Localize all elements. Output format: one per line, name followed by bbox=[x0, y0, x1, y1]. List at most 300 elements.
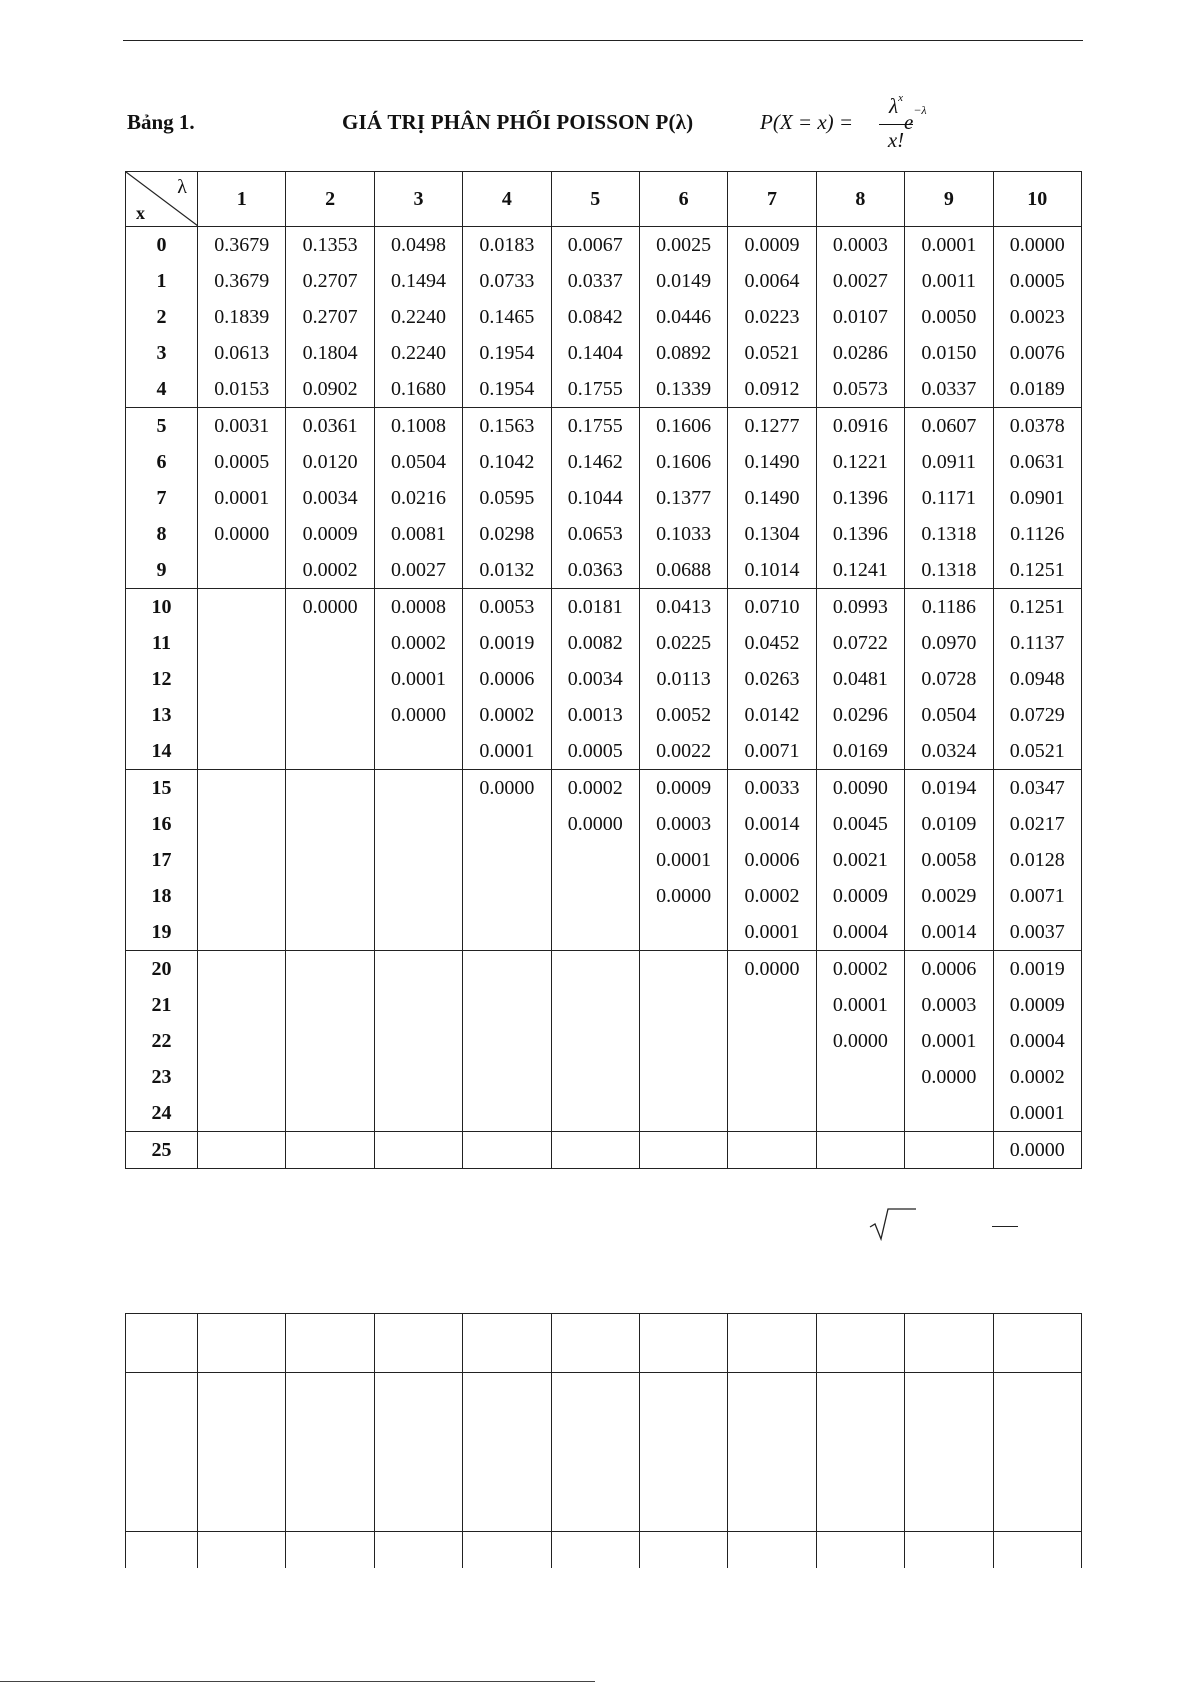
probability-cell: 0.1954 bbox=[463, 371, 551, 408]
probability-cell: 0.2240 bbox=[374, 299, 462, 335]
table-row bbox=[126, 227, 1082, 264]
grid-cell bbox=[993, 1373, 1081, 1532]
probability-cell: 0.0071 bbox=[993, 878, 1081, 914]
probability-cell: 0.1221 bbox=[816, 444, 904, 480]
probability-cell: 0.0052 bbox=[639, 697, 727, 733]
grid-cell bbox=[728, 1532, 816, 1569]
grid-cell bbox=[286, 1373, 374, 1532]
probability-cell: 0.0071 bbox=[728, 733, 816, 770]
grid-cell bbox=[374, 1314, 462, 1373]
table-row bbox=[126, 806, 1082, 842]
probability-cell: 0.1008 bbox=[374, 408, 462, 445]
x-value-cell: 18 bbox=[126, 878, 198, 914]
probability-cell bbox=[374, 806, 462, 842]
x-value-cell: 11 bbox=[126, 625, 198, 661]
probability-cell: 0.1137 bbox=[993, 625, 1081, 661]
grid-cell bbox=[639, 1532, 727, 1569]
probability-cell: 0.0217 bbox=[993, 806, 1081, 842]
probability-cell bbox=[639, 914, 727, 951]
probability-cell: 0.0009 bbox=[993, 987, 1081, 1023]
probability-cell: 0.1404 bbox=[551, 335, 639, 371]
probability-cell: 0.0296 bbox=[816, 697, 904, 733]
probability-cell: 0.0053 bbox=[463, 589, 551, 626]
probability-cell: 0.0298 bbox=[463, 516, 551, 552]
probability-cell: 0.0150 bbox=[905, 335, 993, 371]
corner-lambda: λ bbox=[177, 176, 187, 198]
probability-cell bbox=[463, 806, 551, 842]
probability-cell: 0.1462 bbox=[551, 444, 639, 480]
probability-cell: 0.0000 bbox=[728, 951, 816, 988]
probability-cell: 0.0733 bbox=[463, 263, 551, 299]
probability-cell: 0.0006 bbox=[463, 661, 551, 697]
probability-cell: 0.0002 bbox=[993, 1059, 1081, 1095]
probability-cell: 0.1804 bbox=[286, 335, 374, 371]
probability-cell bbox=[286, 1023, 374, 1059]
probability-cell: 0.0082 bbox=[551, 625, 639, 661]
probability-cell: 0.0003 bbox=[639, 806, 727, 842]
probability-cell bbox=[198, 625, 286, 661]
probability-cell: 0.0014 bbox=[905, 914, 993, 951]
x-value-cell: 4 bbox=[126, 371, 198, 408]
probability-cell bbox=[639, 987, 727, 1023]
probability-cell: 0.0169 bbox=[816, 733, 904, 770]
probability-cell: 0.0000 bbox=[816, 1023, 904, 1059]
probability-cell: 0.2707 bbox=[286, 263, 374, 299]
probability-cell bbox=[551, 1023, 639, 1059]
x-value-cell: 24 bbox=[126, 1095, 198, 1132]
probability-cell bbox=[286, 1095, 374, 1132]
probability-cell: 0.0014 bbox=[728, 806, 816, 842]
grid-cell bbox=[286, 1532, 374, 1569]
probability-cell: 0.1042 bbox=[463, 444, 551, 480]
probability-cell: 0.1304 bbox=[728, 516, 816, 552]
probability-cell: 0.1563 bbox=[463, 408, 551, 445]
probability-cell: 0.0521 bbox=[993, 733, 1081, 770]
probability-cell: 0.0109 bbox=[905, 806, 993, 842]
table-row bbox=[126, 444, 1082, 480]
probability-cell: 0.0000 bbox=[639, 878, 727, 914]
probability-cell: 0.0498 bbox=[374, 227, 462, 264]
probability-cell bbox=[551, 914, 639, 951]
table-row bbox=[126, 625, 1082, 661]
grid-row bbox=[126, 1532, 1082, 1569]
probability-cell: 0.0025 bbox=[639, 227, 727, 264]
probability-cell bbox=[286, 697, 374, 733]
probability-cell: 0.0023 bbox=[993, 299, 1081, 335]
probability-cell bbox=[463, 987, 551, 1023]
x-value-cell: 1 bbox=[126, 263, 198, 299]
probability-cell: 0.0631 bbox=[993, 444, 1081, 480]
probability-cell: 0.0031 bbox=[198, 408, 286, 445]
probability-cell bbox=[374, 914, 462, 951]
grid-cell bbox=[126, 1532, 198, 1569]
probability-cell bbox=[463, 1095, 551, 1132]
probability-cell: 0.0993 bbox=[816, 589, 904, 626]
grid-cell bbox=[198, 1373, 286, 1532]
probability-cell: 0.0120 bbox=[286, 444, 374, 480]
probability-cell: 0.0000 bbox=[374, 697, 462, 733]
probability-cell: 0.0613 bbox=[198, 335, 286, 371]
probability-cell: 0.0413 bbox=[639, 589, 727, 626]
grid-cell bbox=[993, 1532, 1081, 1569]
probability-cell bbox=[816, 1095, 904, 1132]
probability-cell: 0.0000 bbox=[463, 770, 551, 807]
grid-cell bbox=[816, 1532, 904, 1569]
probability-cell bbox=[551, 987, 639, 1023]
lambda-header-cell: 3 bbox=[374, 172, 462, 227]
probability-cell bbox=[463, 951, 551, 988]
probability-cell: 0.0004 bbox=[993, 1023, 1081, 1059]
probability-cell: 0.0970 bbox=[905, 625, 993, 661]
probability-cell: 0.0729 bbox=[993, 697, 1081, 733]
probability-cell bbox=[286, 987, 374, 1023]
corner-x: x bbox=[136, 203, 145, 223]
probability-cell: 0.0008 bbox=[374, 589, 462, 626]
probability-cell: 0.1606 bbox=[639, 444, 727, 480]
probability-cell: 0.0216 bbox=[374, 480, 462, 516]
probability-cell bbox=[639, 1095, 727, 1132]
probability-cell: 0.0902 bbox=[286, 371, 374, 408]
probability-cell: 0.0337 bbox=[551, 263, 639, 299]
probability-cell: 0.0000 bbox=[993, 227, 1081, 264]
probability-cell bbox=[639, 1132, 727, 1169]
probability-cell bbox=[551, 878, 639, 914]
probability-cell bbox=[198, 951, 286, 988]
probability-cell: 0.1318 bbox=[905, 552, 993, 589]
formula-exponential: $e^{-\lambda}$ bbox=[904, 103, 927, 134]
probability-cell: 0.1755 bbox=[551, 408, 639, 445]
probability-cell: 0.0002 bbox=[816, 951, 904, 988]
x-value-cell: 20 bbox=[126, 951, 198, 988]
table-row bbox=[126, 878, 1082, 914]
probability-cell bbox=[374, 1095, 462, 1132]
probability-cell bbox=[905, 1132, 993, 1169]
probability-cell: 0.0710 bbox=[728, 589, 816, 626]
probability-cell: 0.0892 bbox=[639, 335, 727, 371]
probability-cell bbox=[198, 733, 286, 770]
probability-cell: 0.0029 bbox=[905, 878, 993, 914]
probability-cell: 0.0337 bbox=[905, 371, 993, 408]
x-value-cell: 14 bbox=[126, 733, 198, 770]
probability-cell: 0.0263 bbox=[728, 661, 816, 697]
probability-cell bbox=[286, 733, 374, 770]
x-value-cell: 13 bbox=[126, 697, 198, 733]
probability-cell: 0.0006 bbox=[905, 951, 993, 988]
probability-cell: 0.0001 bbox=[198, 480, 286, 516]
probability-cell: 0.1494 bbox=[374, 263, 462, 299]
probability-cell: 0.0107 bbox=[816, 299, 904, 335]
probability-cell: 0.0916 bbox=[816, 408, 904, 445]
probability-cell: 0.0363 bbox=[551, 552, 639, 589]
table-row bbox=[126, 1059, 1082, 1095]
x-value-cell: 5 bbox=[126, 408, 198, 445]
probability-cell: 0.0481 bbox=[816, 661, 904, 697]
probability-cell bbox=[198, 1095, 286, 1132]
probability-cell: 0.0011 bbox=[905, 263, 993, 299]
x-value-cell: 8 bbox=[126, 516, 198, 552]
probability-cell bbox=[463, 914, 551, 951]
probability-cell: 0.3679 bbox=[198, 263, 286, 299]
lambda-header-cell: 4 bbox=[463, 172, 551, 227]
probability-cell: 0.0001 bbox=[639, 842, 727, 878]
probability-cell: 0.0009 bbox=[728, 227, 816, 264]
probability-cell: 0.1339 bbox=[639, 371, 727, 408]
lambda-header-cell: 6 bbox=[639, 172, 727, 227]
next-table-grid bbox=[125, 1313, 1082, 1568]
probability-cell: 0.2707 bbox=[286, 299, 374, 335]
poisson-table bbox=[125, 171, 1082, 1169]
grid-cell bbox=[905, 1373, 993, 1532]
probability-cell: 0.1318 bbox=[905, 516, 993, 552]
probability-cell: 0.0324 bbox=[905, 733, 993, 770]
formula-numerator: $\lambda^x$ bbox=[889, 92, 903, 118]
probability-cell: 0.0223 bbox=[728, 299, 816, 335]
grid-row bbox=[126, 1314, 1082, 1373]
probability-cell bbox=[286, 1059, 374, 1095]
x-value-cell: 22 bbox=[126, 1023, 198, 1059]
probability-cell: 0.0002 bbox=[463, 697, 551, 733]
grid-cell bbox=[551, 1314, 639, 1373]
grid-cell bbox=[728, 1373, 816, 1532]
probability-cell: 0.0573 bbox=[816, 371, 904, 408]
probability-cell bbox=[198, 589, 286, 626]
grid-cell bbox=[816, 1373, 904, 1532]
grid-cell bbox=[374, 1532, 462, 1569]
probability-cell bbox=[374, 1023, 462, 1059]
x-value-cell: 2 bbox=[126, 299, 198, 335]
probability-cell: 0.0504 bbox=[905, 697, 993, 733]
probability-cell: 0.0058 bbox=[905, 842, 993, 878]
probability-cell: 0.0009 bbox=[639, 770, 727, 807]
probability-cell bbox=[374, 733, 462, 770]
probability-cell: 0.0452 bbox=[728, 625, 816, 661]
probability-cell: 0.0004 bbox=[816, 914, 904, 951]
probability-cell bbox=[374, 1059, 462, 1095]
probability-cell: 0.0000 bbox=[286, 589, 374, 626]
probability-cell bbox=[198, 1059, 286, 1095]
grid-cell bbox=[463, 1532, 551, 1569]
grid-cell bbox=[905, 1314, 993, 1373]
grid-cell bbox=[905, 1532, 993, 1569]
grid-cell bbox=[551, 1373, 639, 1532]
poisson-formula bbox=[760, 94, 960, 158]
probability-cell bbox=[198, 1023, 286, 1059]
probability-cell bbox=[728, 987, 816, 1023]
probability-cell: 0.0113 bbox=[639, 661, 727, 697]
probability-cell: 0.0001 bbox=[374, 661, 462, 697]
table-header-row bbox=[126, 172, 1082, 227]
table-row bbox=[126, 842, 1082, 878]
probability-cell: 0.0064 bbox=[728, 263, 816, 299]
probability-cell: 0.0037 bbox=[993, 914, 1081, 951]
probability-cell: 0.0013 bbox=[551, 697, 639, 733]
lambda-header-cell: 10 bbox=[993, 172, 1081, 227]
probability-cell bbox=[198, 842, 286, 878]
probability-cell bbox=[728, 1132, 816, 1169]
probability-cell: 0.0001 bbox=[463, 733, 551, 770]
probability-cell: 0.0009 bbox=[286, 516, 374, 552]
probability-cell: 0.0005 bbox=[993, 263, 1081, 299]
table-row bbox=[126, 1132, 1082, 1169]
probability-cell: 0.0132 bbox=[463, 552, 551, 589]
probability-cell: 0.1680 bbox=[374, 371, 462, 408]
grid-cell bbox=[198, 1532, 286, 1569]
x-value-cell: 12 bbox=[126, 661, 198, 697]
x-value-cell: 15 bbox=[126, 770, 198, 807]
probability-cell: 0.0128 bbox=[993, 842, 1081, 878]
formula-lhs: P(X = x) = bbox=[760, 110, 854, 134]
grid-cell bbox=[728, 1314, 816, 1373]
probability-cell: 0.0090 bbox=[816, 770, 904, 807]
probability-cell: 0.1839 bbox=[198, 299, 286, 335]
grid-cell bbox=[639, 1314, 727, 1373]
probability-cell: 0.0067 bbox=[551, 227, 639, 264]
x-value-cell: 0 bbox=[126, 227, 198, 264]
corner-cell bbox=[126, 172, 198, 227]
probability-cell: 0.1396 bbox=[816, 480, 904, 516]
probability-cell: 0.0019 bbox=[993, 951, 1081, 988]
probability-cell: 0.0446 bbox=[639, 299, 727, 335]
grid-cell bbox=[463, 1373, 551, 1532]
grid-row bbox=[126, 1373, 1082, 1532]
probability-cell bbox=[816, 1059, 904, 1095]
x-value-cell: 10 bbox=[126, 589, 198, 626]
table-row bbox=[126, 661, 1082, 697]
probability-cell bbox=[198, 987, 286, 1023]
probability-cell: 0.0081 bbox=[374, 516, 462, 552]
probability-cell: 0.0225 bbox=[639, 625, 727, 661]
probability-cell: 0.3679 bbox=[198, 227, 286, 264]
table-row bbox=[126, 914, 1082, 951]
probability-cell bbox=[463, 1023, 551, 1059]
probability-cell: 0.0001 bbox=[905, 1023, 993, 1059]
x-value-cell: 23 bbox=[126, 1059, 198, 1095]
probability-cell: 0.0034 bbox=[551, 661, 639, 697]
probability-cell: 0.0728 bbox=[905, 661, 993, 697]
lambda-header-cell: 1 bbox=[198, 172, 286, 227]
probability-cell bbox=[816, 1132, 904, 1169]
probability-cell: 0.1044 bbox=[551, 480, 639, 516]
probability-cell bbox=[728, 1023, 816, 1059]
probability-cell: 0.2240 bbox=[374, 335, 462, 371]
probability-cell: 0.0001 bbox=[993, 1095, 1081, 1132]
probability-cell: 0.1465 bbox=[463, 299, 551, 335]
x-value-cell: 9 bbox=[126, 552, 198, 589]
table-row bbox=[126, 552, 1082, 589]
probability-cell: 0.0183 bbox=[463, 227, 551, 264]
table-row bbox=[126, 951, 1082, 988]
probability-cell: 0.0901 bbox=[993, 480, 1081, 516]
probability-cell bbox=[551, 951, 639, 988]
probability-cell: 0.0005 bbox=[198, 444, 286, 480]
probability-cell bbox=[551, 1132, 639, 1169]
probability-cell: 0.0005 bbox=[551, 733, 639, 770]
probability-cell: 0.0504 bbox=[374, 444, 462, 480]
probability-cell bbox=[905, 1095, 993, 1132]
probability-cell: 0.0000 bbox=[551, 806, 639, 842]
probability-cell bbox=[198, 697, 286, 733]
probability-cell: 0.0607 bbox=[905, 408, 993, 445]
grid-cell bbox=[126, 1314, 198, 1373]
probability-cell: 0.0003 bbox=[816, 227, 904, 264]
probability-cell: 0.1251 bbox=[993, 552, 1081, 589]
probability-cell bbox=[286, 806, 374, 842]
probability-cell bbox=[374, 951, 462, 988]
probability-cell: 0.0912 bbox=[728, 371, 816, 408]
probability-cell: 0.0948 bbox=[993, 661, 1081, 697]
probability-cell bbox=[198, 1132, 286, 1169]
probability-cell: 0.0378 bbox=[993, 408, 1081, 445]
probability-cell: 0.0003 bbox=[905, 987, 993, 1023]
probability-cell: 0.0027 bbox=[816, 263, 904, 299]
probability-cell bbox=[286, 878, 374, 914]
lambda-header-cell: 9 bbox=[905, 172, 993, 227]
probability-cell bbox=[198, 878, 286, 914]
probability-cell: 0.0076 bbox=[993, 335, 1081, 371]
probability-cell: 0.0034 bbox=[286, 480, 374, 516]
probability-cell: 0.1126 bbox=[993, 516, 1081, 552]
table-row bbox=[126, 299, 1082, 335]
probability-cell: 0.0842 bbox=[551, 299, 639, 335]
probability-cell: 0.1377 bbox=[639, 480, 727, 516]
footer-rule bbox=[0, 1681, 595, 1682]
grid-cell bbox=[126, 1373, 198, 1532]
probability-cell bbox=[728, 1059, 816, 1095]
table-row bbox=[126, 1095, 1082, 1132]
probability-cell bbox=[286, 1132, 374, 1169]
table-row bbox=[126, 1023, 1082, 1059]
header-rule bbox=[123, 40, 1083, 41]
table-caption-label: Bảng 1. bbox=[127, 110, 195, 134]
table-row bbox=[126, 770, 1082, 807]
probability-cell: 0.0002 bbox=[374, 625, 462, 661]
probability-cell: 0.0653 bbox=[551, 516, 639, 552]
probability-cell bbox=[286, 951, 374, 988]
grid-cell bbox=[463, 1314, 551, 1373]
probability-cell bbox=[374, 842, 462, 878]
x-value-cell: 21 bbox=[126, 987, 198, 1023]
probability-cell bbox=[374, 1132, 462, 1169]
table-caption-title: GIÁ TRỊ PHÂN PHỐI POISSON P(λ) bbox=[342, 110, 694, 134]
probability-cell: 0.0347 bbox=[993, 770, 1081, 807]
probability-cell: 0.0911 bbox=[905, 444, 993, 480]
probability-cell: 0.0001 bbox=[728, 914, 816, 951]
sqrt-fragment bbox=[868, 1207, 918, 1241]
probability-cell bbox=[198, 806, 286, 842]
probability-cell bbox=[463, 1132, 551, 1169]
probability-cell: 0.1490 bbox=[728, 480, 816, 516]
probability-cell bbox=[286, 770, 374, 807]
grid-cell bbox=[639, 1373, 727, 1532]
probability-cell: 0.0021 bbox=[816, 842, 904, 878]
table-row bbox=[126, 335, 1082, 371]
grid-cell bbox=[374, 1373, 462, 1532]
probability-cell bbox=[198, 661, 286, 697]
table-row bbox=[126, 589, 1082, 626]
probability-cell: 0.0153 bbox=[198, 371, 286, 408]
probability-cell: 0.0189 bbox=[993, 371, 1081, 408]
table-row bbox=[126, 371, 1082, 408]
probability-cell: 0.1396 bbox=[816, 516, 904, 552]
probability-cell: 0.1954 bbox=[463, 335, 551, 371]
probability-cell: 0.0286 bbox=[816, 335, 904, 371]
probability-cell bbox=[463, 878, 551, 914]
probability-cell bbox=[198, 770, 286, 807]
probability-cell bbox=[286, 842, 374, 878]
table-row bbox=[126, 987, 1082, 1023]
formula-denominator: x! bbox=[887, 128, 905, 152]
x-value-cell: 7 bbox=[126, 480, 198, 516]
